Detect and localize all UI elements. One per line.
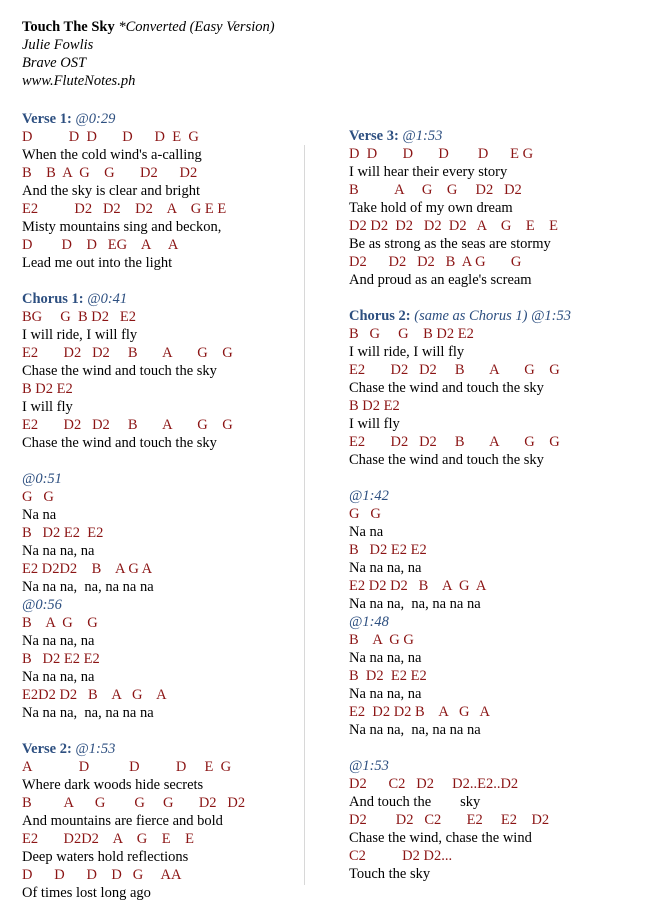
lyric-line: Lead me out into the light [22,255,173,271]
lyric-line: Na na na, na [349,650,422,666]
section-label: Verse 3: [349,128,399,144]
section-heading [22,290,127,308]
lyric-line: Touch the sky [349,866,431,882]
section-heading [349,487,389,505]
artist-name: Julie Fowlis [22,37,94,53]
lyric-line: I will ride, I will fly [349,344,465,360]
chord-line: D D D D G AA [22,867,182,883]
timestamp: @1:53 [531,308,571,324]
song-title [22,18,275,36]
section-heading [22,470,62,488]
lyric-line: Na na na, na [22,543,95,559]
lyric-line: And mountains are fierce and bold [22,813,223,829]
lyric-line: Na na na, na [22,669,95,685]
chord-line: E2 D2 D2 B A G G [22,345,233,361]
lyric-line: Chase the wind and touch the sky [22,363,217,379]
section-heading [349,613,389,631]
chord-line: B A G G G D2 D2 [22,795,246,811]
lyric-line: Of times lost long ago [22,885,151,901]
lyric-line: Chase the wind, chase the wind [349,830,532,846]
chord-line: E2 D2 D2 D2 A G E E [22,201,227,217]
section-heading [22,110,115,128]
chord-line: B A G G D2 D2 [349,182,522,198]
chord-line: A D D D E G [22,759,232,775]
section-label: Verse 2: [22,741,72,757]
column-divider [304,145,305,885]
song-source: Brave OST [22,55,87,71]
lyric-line: And touch the sky [349,794,481,810]
lyric-line: Chase the wind and touch the sky [349,452,544,468]
chord-line: B D2 E2 E2 [349,668,427,684]
section-heading [349,757,389,775]
chord-line: D2 D2 C2 E2 E2 D2 [349,812,550,828]
lyric-line: Na na na, na, na na na [349,722,481,738]
chord-line: E2 D2 D2 B A G G [349,362,560,378]
lyric-line: Na na na, na, na na na [22,579,154,595]
timestamp: @1:42 [349,488,389,504]
website: www.FluteNotes.ph [22,73,136,89]
lyric-line: I will fly [349,416,400,432]
timestamp: @0:56 [22,597,62,613]
lyric-line: Be as strong as the seas are stormy [349,236,551,252]
chord-line: E2 D2 D2 B A G G [349,434,560,450]
chord-line: G G [349,506,381,522]
chord-line: E2 D2 D2 B A G A [349,704,490,720]
chord-line: B D2 E2 [22,381,73,397]
section-label: Verse 1: [22,111,72,127]
lyric-line: Chase the wind and touch the sky [349,380,544,396]
lyric-line: Misty mountains sing and beckon, [22,219,222,235]
lyric-line: Deep waters hold reflections [22,849,189,865]
lyric-line: And proud as an eagle's scream [349,272,532,288]
chord-line: E2 D2D2 A G E E [22,831,194,847]
chord-line: D2 D2 D2 B A G G [349,254,522,270]
timestamp: @0:29 [75,111,116,127]
chord-line: D2 D2 D2 D2 D2 A G E E [349,218,559,234]
section-heading [22,596,62,614]
section-label: Chorus 1: [22,291,84,307]
chord-line: D D D EG A A [22,237,179,253]
chord-line: B D2 E2 E2 [22,525,104,541]
lyric-line: Na na [22,507,57,523]
lyric-line: Where dark woods hide secrets [22,777,204,793]
lyric-line: And the sky is clear and bright [22,183,200,199]
song-subtitle: *Converted (Easy Version) [118,19,275,35]
timestamp: @1:53 [75,741,116,757]
lyric-line: Na na na, na [349,686,422,702]
chord-line: E2D2 D2 B A G A [22,687,167,703]
section-label: Chorus 2: [349,308,411,324]
chord-line: C2 D2 D2... [349,848,453,864]
chord-line: E2 D2D2 B A G A [22,561,153,577]
chord-line: B G G B D2 E2 [349,326,474,342]
lyric-line: Take hold of my own dream [349,200,513,216]
song-title-text: Touch The Sky [22,19,115,35]
chord-line: B D2 E2 E2 [349,542,427,558]
section-note: (same as Chorus 1) [414,308,528,324]
chord-line: B D2 E2 E2 [22,651,100,667]
section-heading [22,740,115,758]
lyric-line: Chase the wind and touch the sky [22,435,217,451]
lyric-line: Na na na, na [349,560,422,576]
chord-line: B A G G [349,632,414,648]
timestamp: @0:41 [87,291,128,307]
lyric-line: Na na na, na, na na na [22,705,154,721]
section-heading [349,127,442,145]
timestamp: @1:53 [349,758,389,774]
lyric-line: I will fly [22,399,73,415]
lyric-line: Na na [349,524,384,540]
lyric-line: I will hear their every story [349,164,508,180]
chord-line: D2 C2 D2 D2..E2..D2 [349,776,519,792]
chord-line: D D D D D E G [349,146,534,162]
chord-line: B B A G G D2 D2 [22,165,198,181]
lyric-line: Na na na, na, na na na [349,596,481,612]
chord-line: E2 D2 D2 B A G A [349,578,487,594]
lyric-line: I will ride, I will fly [22,327,138,343]
chord-line: D D D D D E G [22,129,199,145]
timestamp: @0:51 [22,471,62,487]
lyric-line: Na na na, na [22,633,95,649]
chord-line: B D2 E2 [349,398,400,414]
chord-line: G G [22,489,54,505]
chord-line: E2 D2 D2 B A G G [22,417,233,433]
timestamp: @1:48 [349,614,389,630]
lyric-line: When the cold wind's a-calling [22,147,202,163]
section-heading [349,307,571,325]
chord-line: B A G G [22,615,98,631]
chord-line: BG G B D2 E2 [22,309,136,325]
timestamp: @1:53 [402,128,443,144]
